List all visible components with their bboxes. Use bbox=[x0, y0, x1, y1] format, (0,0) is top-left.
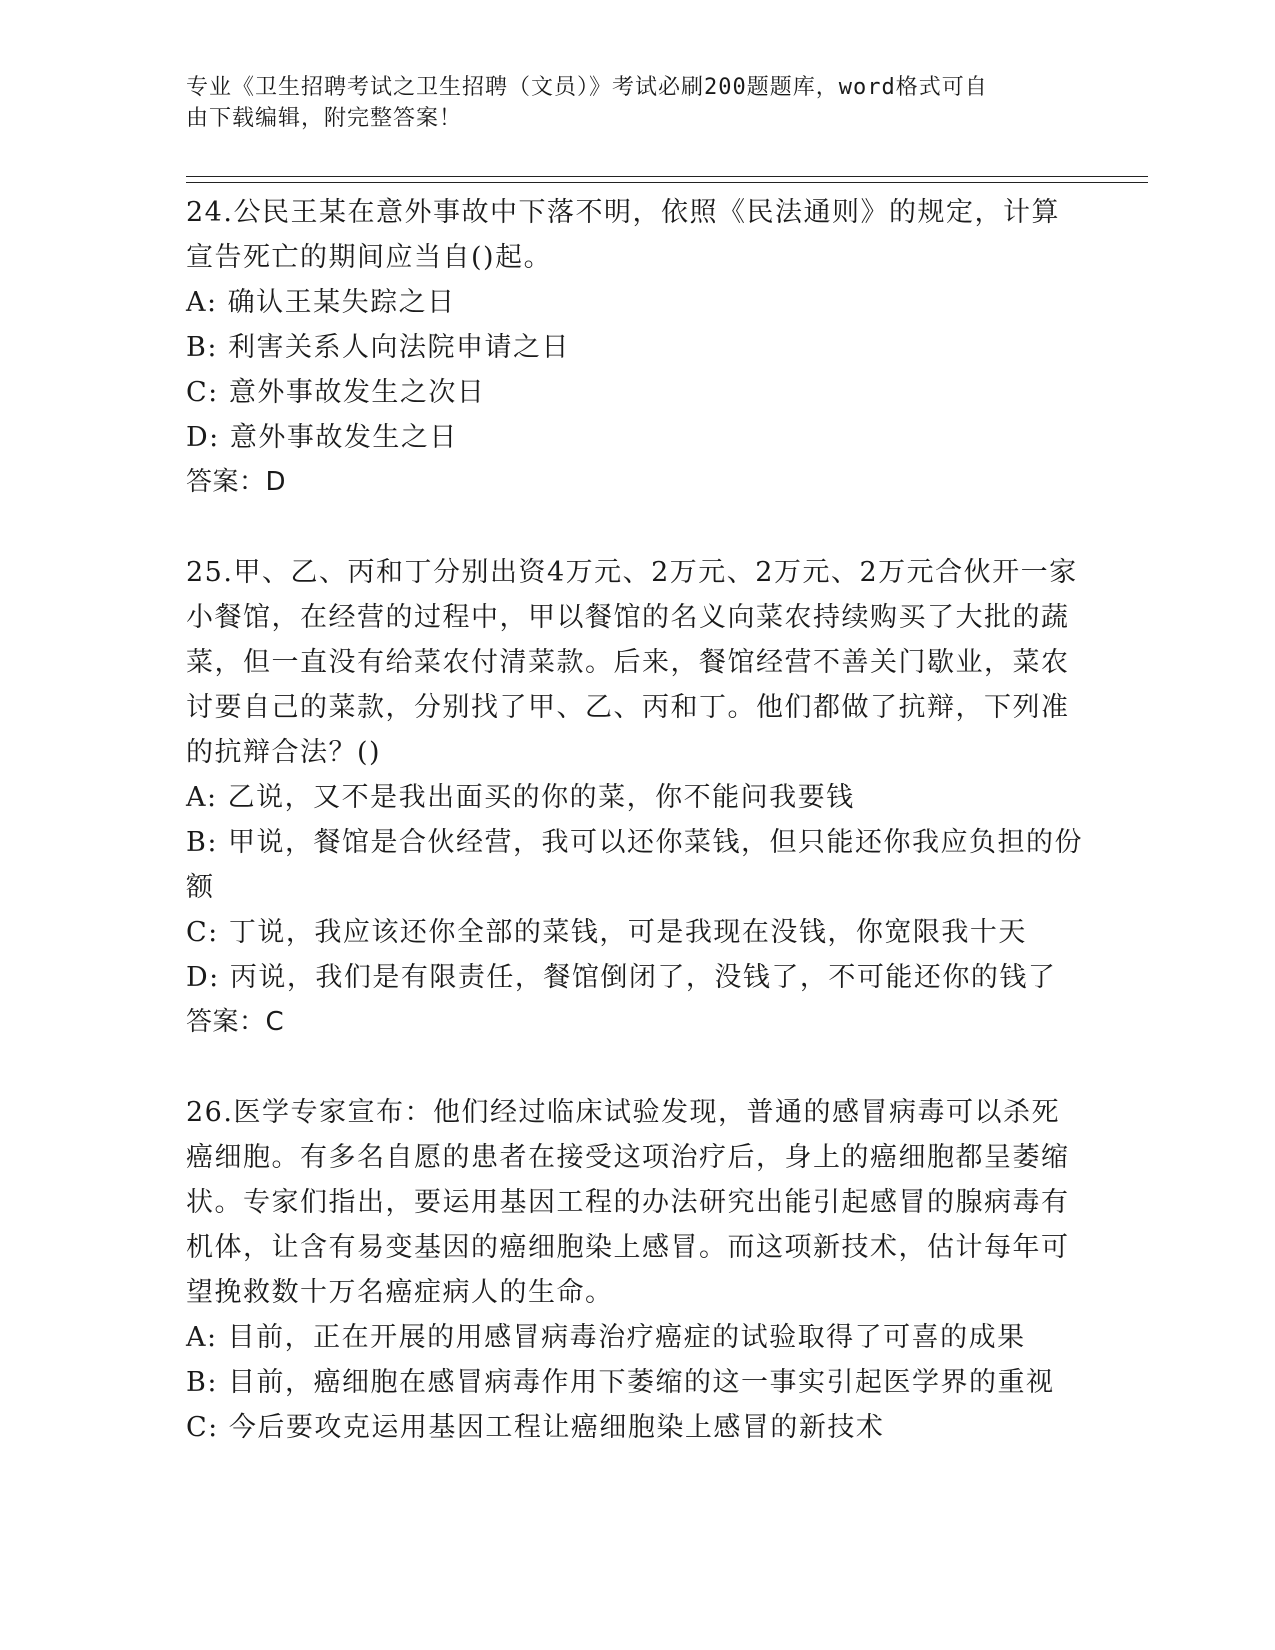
question-text: 26.医学专家宣布：他们经过临床试验发现，普通的感冒病毒可以杀死癌细胞。有多名自愿的患者在接受这项治疗后，身上的癌细胞都呈萎缩状。专家们指出，要运用基因工程的办法研究出能引起感冒的腺病毒有机体，让含有易变基因的癌细胞染上感冒。而这项新技术，估计每年可望挽救数十万名癌症病人的生命。 bbox=[186, 1097, 1070, 1308]
option-d: D: 意外事故发生之日 bbox=[186, 422, 458, 453]
option-b: B: 目前，癌细胞在感冒病毒作用下萎缩的这一事实引起医学界的重视 bbox=[186, 1367, 1055, 1398]
question-25 bbox=[186, 550, 1086, 1045]
header-line-2: 由下载编辑，附完整答案！ bbox=[186, 106, 463, 131]
header-divider-top bbox=[186, 176, 1148, 177]
option-b: B: 利害关系人向法院申请之日 bbox=[186, 332, 571, 363]
question-24 bbox=[186, 190, 1086, 505]
option-c: C: 意外事故发生之次日 bbox=[186, 377, 486, 408]
option-c: C: 今后要攻克运用基因工程让癌细胞染上感冒的新技术 bbox=[186, 1412, 885, 1443]
option-a: A: 确认王某失踪之日 bbox=[186, 287, 456, 318]
question-26 bbox=[186, 1090, 1086, 1450]
question-text: 25.甲、乙、丙和丁分别出资4万元、2万元、2万元、2万元合伙开一家小餐馆，在经营的过程中，甲以餐馆的名义向菜农持续购买了大批的蔬菜，但一直没有给菜农付清菜款。后来，餐馆经营不善关门歇业，菜农讨要自己的菜款，分别找了甲、乙、丙和丁。他们都做了抗辩，下列准的抗辩合法？() bbox=[186, 557, 1078, 768]
document-header bbox=[186, 72, 1086, 134]
option-a: A: 目前，正在开展的用感冒病毒治疗癌症的试验取得了可喜的成果 bbox=[186, 1322, 1026, 1353]
question-text: 24.公民王某在意外事故中下落不明，依照《民法通则》的规定，计算宣告死亡的期间应当自()起。 bbox=[186, 197, 1060, 273]
header-line-1: 专业《卫生招聘考试之卫生招聘（文员）》考试必刷200题题库，word格式可自 bbox=[186, 75, 988, 100]
answer: 答案：D bbox=[186, 467, 287, 497]
question-list bbox=[186, 190, 1086, 1495]
option-a: A: 乙说，又不是我出面买的你的菜，你不能问我要钱 bbox=[186, 782, 855, 813]
option-c: C: 丁说，我应该还你全部的菜钱，可是我现在没钱，你宽限我十天 bbox=[186, 917, 1027, 948]
option-b: B: 甲说，餐馆是合伙经营，我可以还你菜钱，但只能还你我应负担的份额 bbox=[186, 827, 1084, 903]
answer: 答案：C bbox=[186, 1007, 285, 1037]
header-divider-bottom bbox=[186, 182, 1148, 183]
option-d: D: 丙说，我们是有限责任，餐馆倒闭了，没钱了，不可能还你的钱了 bbox=[186, 962, 1057, 993]
